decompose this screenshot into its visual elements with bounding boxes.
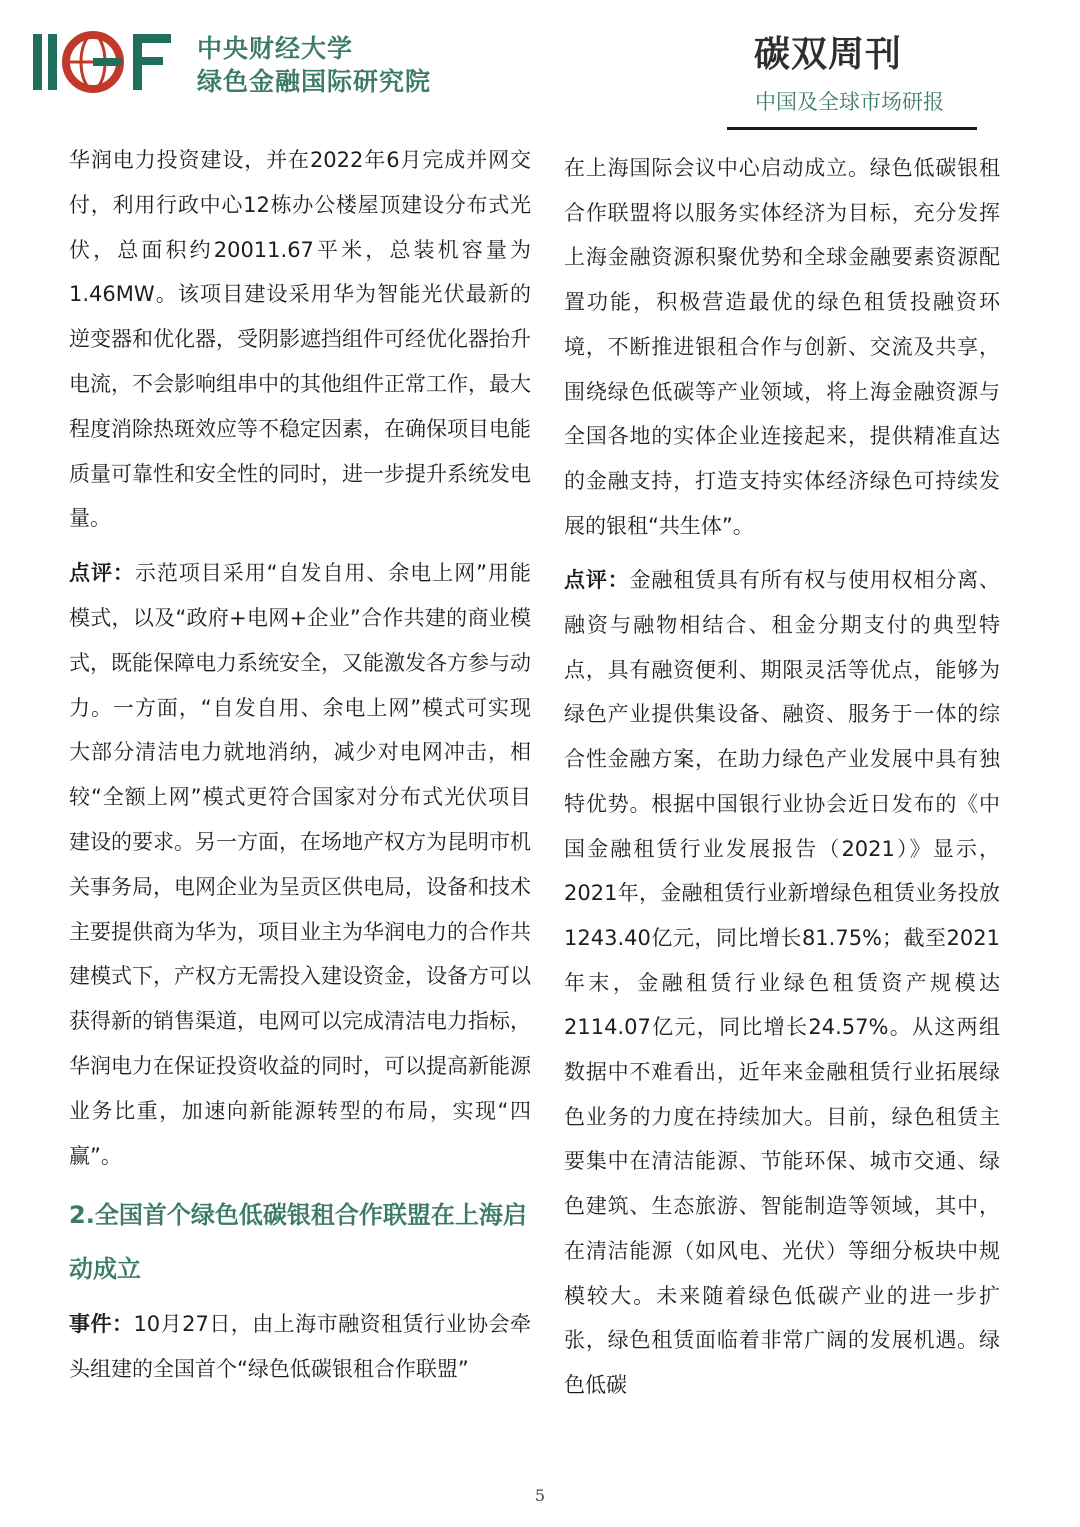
- page-header: [0, 0, 1080, 135]
- institution-name: [197, 32, 431, 98]
- comment-paragraph: [69, 551, 531, 1178]
- comment-text-2: 金融租赁具有所有权与使用权相分离、融资与融物相结合、租金分期支付的典型特点，具有融资便利、期限灵活等优点，能够为绿色产业提供集设备、融资、服务于一体的综合性金融方案，在助力绿色产业发展中具有独特优势。根据中国银行业协会近日发布的《中国金融租赁行业发展报告（2021）》显示，2021年，金融租赁行业新增绿色租赁业务投放1243.40亿元，同比增长81.75%；截至2021年末，金融租赁行业绿色租赁资产规模达2114.07亿元，同比增长24.57%。从这两组数据中不难看出，近年来金融租赁行业拓展绿色业务的力度在持续加大。目前，绿色租赁主要集中在清洁能源、节能环保、城市交通、绿色建筑、生态旅游、智能制造等领域，其中，在清洁能源（如风电、光伏）等细分板块中规模较大。未来随着绿色低碳产业的进一步扩张，绿色租赁面临着非常广阔的发展机遇。绿色低碳: [564, 568, 1001, 1397]
- event-paragraph: [69, 1302, 531, 1392]
- publication-title: 碳双周刊: [753, 34, 902, 75]
- page-number: 5: [534, 1486, 546, 1505]
- section-heading: 2.全国首个绿色低碳银租合作联盟在上海启动成立: [69, 1201, 527, 1284]
- iigf-logo: [33, 30, 183, 94]
- org-line-1: 中央财经大学: [197, 34, 354, 63]
- event-text: 10月27日，由上海市融资租赁行业协会牵头组建的全国首个“绿色低碳银租合作联盟”: [69, 1312, 531, 1382]
- comment-label: 点评：: [69, 561, 135, 586]
- project-description-paragraph: 华润电力投资建设，并在2022年6月完成并网交付，利用行政中心12栋办公楼屋顶建设分布式光伏，总面积约20011.67平米，总装机容量为1.46MW。该项目建设采用华为智能光伏最新的逆变器和优化器，受阴影遮挡组件可经优化器抬升电流，不会影响组串中的其他组件正常工作，最大程度消除热斑效应等不稳定因素，在确保项目电能质量可靠性和安全性的同时，进一步提升系统发电量。: [69, 148, 531, 531]
- comment-paragraph-2: [564, 558, 1000, 1407]
- publication-subtitle: 中国及全球市场研报: [755, 90, 944, 114]
- left-column: [69, 138, 531, 1402]
- header-rule: [727, 127, 977, 130]
- right-column: [564, 146, 1000, 1418]
- event-label: 事件：: [69, 1312, 134, 1337]
- comment-text: 示范项目采用“自发自用、余电上网”用能模式，以及“政府+电网+企业”合作共建的商业模式，既能保障电力系统安全，又能激发各方参与动力。一方面，“自发自用、余电上网”模式可实现大部分清洁电力就地消纳，减少对电网冲击，相较“全额上网”模式更符合国家对分布式光伏项目建设的要求。另一方面，在场地产权方为昆明市机关事务局，电网企业为呈贡区供电局，设备和技术主要提供商为华为，项目业主为华润电力的合作共建模式下，产权方无需投入建设资金，设备方可以获得新的销售渠道，电网可以完成清洁电力指标，华润电力在保证投资收益的同时，可以提高新能源业务比重，加速向新能源转型的布局，实现“四赢”。: [69, 561, 531, 1168]
- event-continuation-paragraph: 在上海国际会议中心启动成立。绿色低碳银租合作联盟将以服务实体经济为目标，充分发挥上海金融资源积聚优势和全球金融要素资源配置功能，积极营造最优的绿色租赁投融资环境，不断推进银租合作与创新、交流及共享，围绕绿色低碳等产业领域，将上海金融资源与全国各地的实体企业连接起来，提供精准直达的金融支持，打造支持实体经济绿色可持续发展的银租“共生体”。: [564, 156, 1000, 538]
- comment-label-2: 点评：: [564, 568, 630, 593]
- org-line-2: 绿色金融国际研究院: [197, 67, 432, 96]
